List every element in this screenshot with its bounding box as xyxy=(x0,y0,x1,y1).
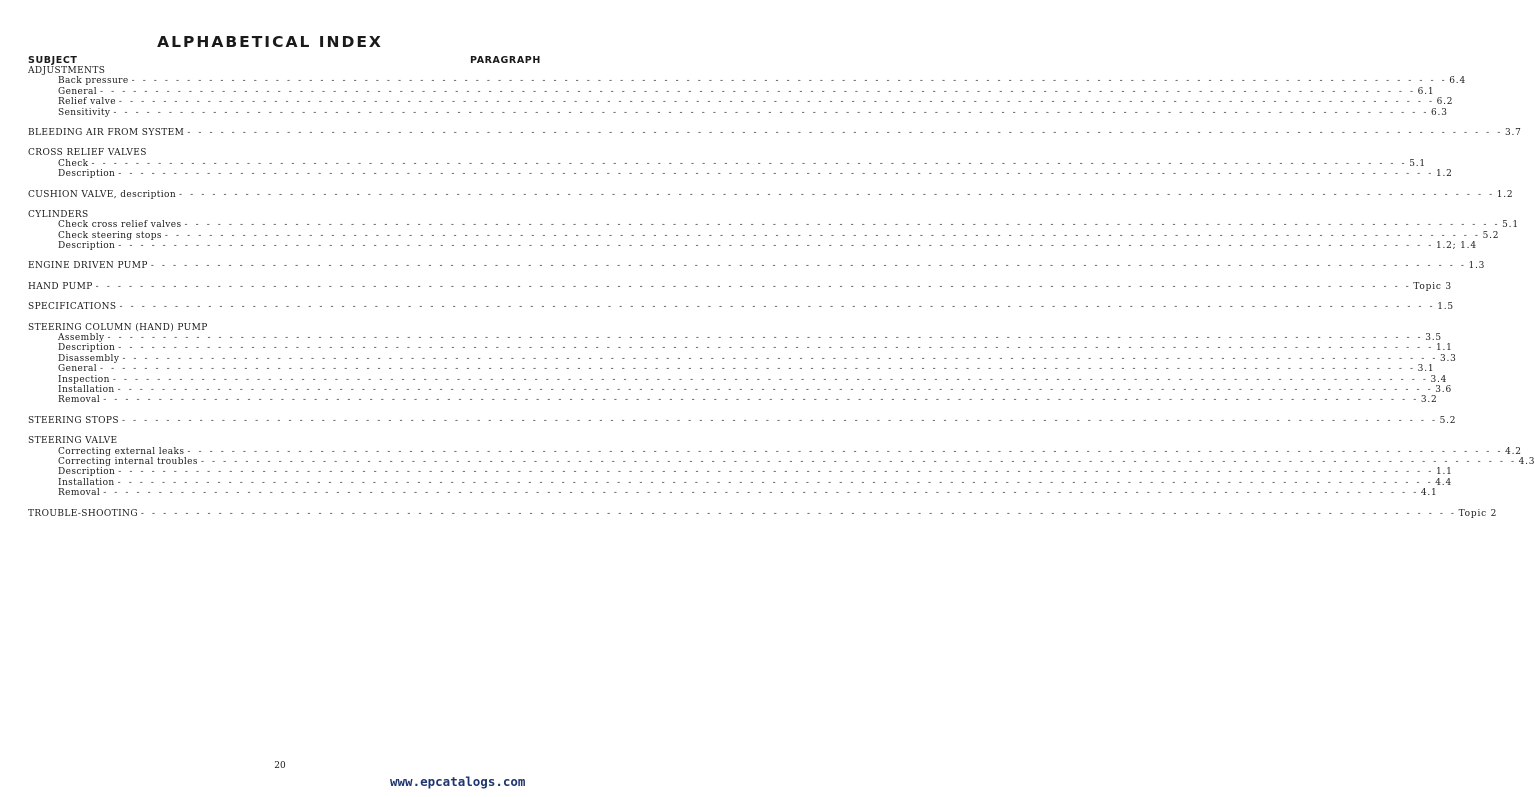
dot-leader: - - - - - - - - - - - - - - - - - - - - - - - - - - - - - - - - - - - - - - - - - - - - - - - - - - - - - - - - - - - - - - - - - - - - - - - - - - - - - - - - - - - - - - - - - - - - - - - - - - - - - - - - - - - - - - - - - - - - - - - xyxy=(118,467,1434,478)
dot-leader: - - - - - - - - - - - - - - - - - - - - - - - - - - - - - - - - - - - - - - - - - - - - - - - - - - - - - - - - - - - - - - - - - - - - - - - - - - - - - - - - - - - - - - - - - - - - - - - - - - - - - - - - - - - - - - - - - - - - - - - xyxy=(122,353,1438,364)
entry-label: CROSS RELIEF VALVES xyxy=(28,148,147,159)
entry-paragraph-ref: 5.2 xyxy=(1482,230,1500,241)
entry-paragraph-ref: 5.2 xyxy=(1439,415,1457,426)
entry-paragraph-ref: 1.1 xyxy=(1435,467,1453,478)
entry-paragraph-ref: 3.4 xyxy=(1430,374,1448,385)
index-group xyxy=(28,302,1454,313)
index-subentry xyxy=(28,230,1500,241)
subject-column-header: SUBJECT xyxy=(28,55,78,66)
page-number: 20 xyxy=(274,761,286,771)
entry-paragraph-ref: 6.3 xyxy=(1431,107,1448,118)
index-subentry xyxy=(28,446,1522,457)
dot-leader: - - - - - - - - - - - - - - - - - - - - - - - - - - - - - - - - - - - - - - - - - - - - - - - - - - - - - - - - - - - - - - - - - - - - - - - - - - - - - - - - - - - - - - - - - - - - - - - - - - - - - - - - - - - - - - - - - - - - - - - xyxy=(200,456,1517,467)
entry-label: Assembly xyxy=(58,333,105,344)
entry-label: CYLINDERS xyxy=(28,209,89,220)
entry-label: Inspection xyxy=(58,374,110,385)
index-entry xyxy=(28,148,532,158)
entry-paragraph-ref: 4.1 xyxy=(1420,488,1438,499)
index-entry xyxy=(28,261,1486,272)
dot-leader: - - - - - - - - - - - - - - - - - - - - - - - - - - - - - - - - - - - - - - - - - - - - - - - - - - - - - - - - - - - - - - - - - - - - - - - - - - - - - - - - - - - - - - - - - - - - - - - - - - - - - - - - - - - - - - - - - - - - - - - xyxy=(121,415,1438,426)
entry-paragraph-ref: 3.1 xyxy=(1417,364,1435,375)
entry-paragraph-ref: 3.2 xyxy=(1420,395,1438,406)
index-group xyxy=(28,209,1519,252)
index-group xyxy=(28,127,1522,138)
index-subentry xyxy=(28,86,1435,97)
paragraph-column-header: PARAGRAPH xyxy=(470,55,541,66)
entry-paragraph-ref: 1.2 xyxy=(1435,169,1453,180)
entry-paragraph-ref: 6.4 xyxy=(1449,76,1466,87)
entry-paragraph-ref: 1.1 xyxy=(1435,343,1453,354)
entry-paragraph-ref: 4.3 xyxy=(1518,456,1535,467)
entry-label: Correcting external leaks xyxy=(58,446,185,457)
index-entry xyxy=(28,127,1522,138)
entry-label: Check xyxy=(58,158,89,169)
dot-leader: - - - - - - - - - - - - - - - - - - - - - - - - - - - - - - - - - - - - - - - - - - - - - - - - - - - - - - - - - - - - - - - - - - - - - - - - - - - - - - - - - - - - - - - - - - - - - - - - - - - - - - - - - - - - - - - - - - - - - - - xyxy=(112,374,1429,385)
dot-leader: - - - - - - - - - - - - - - - - - - - - - - - - - - - - - - - - - - - - - - - - - - - - - - - - - - - - - - - - - - - - - - - - - - - - - - - - - - - - - - - - - - - - - - - - - - - - - - - - - - - - - - - - - - - - - - - - - - - - - - - xyxy=(187,127,1503,138)
entry-label: Check cross relief valves xyxy=(58,220,182,231)
entry-paragraph-ref: 3.3 xyxy=(1439,353,1457,364)
dot-leader: - - - - - - - - - - - - - - - - - - - - - - - - - - - - - - - - - - - - - - - - - - - - - - - - - - - - - - - - - - - - - - - - - - - - - - - - - - - - - - - - - - - - - - - - - - - - - - - - - - - - - - - - - - - - - - - - - - - - - - - xyxy=(117,384,1434,395)
index-group xyxy=(28,322,1457,406)
entry-label: Check steering stops xyxy=(58,230,162,241)
entry-paragraph-ref: 5.1 xyxy=(1502,220,1519,231)
entry-label: General xyxy=(58,364,97,375)
dot-leader: - - - - - - - - - - - - - - - - - - - - - - - - - - - - - - - - - - - - - - - - - - - - - - - - - - - - - - - - - - - - - - - - - - - - - - - - - - - - - - - - - - - - - - - - - - - - - - - - - - - - - - - - - - - - - - - - - - - - - - - xyxy=(91,158,1408,169)
index-group xyxy=(28,436,1535,499)
dot-leader: - - - - - - - - - - - - - - - - - - - - - - - - - - - - - - - - - - - - - - - - - - - - - - - - - - - - - - - - - - - - - - - - - - - - - - - - - - - - - - - - - - - - - - - - - - - - - - - - - - - - - - - - - - - - - - - - - - - - - - - xyxy=(100,86,1416,97)
index-subentry xyxy=(28,477,1452,488)
entry-label: HAND PUMP xyxy=(28,281,93,292)
index-subentry xyxy=(28,488,1438,499)
entry-paragraph-ref: 4.2 xyxy=(1505,446,1522,457)
entry-paragraph-ref: 3.6 xyxy=(1435,384,1452,395)
entry-label: Disassembly xyxy=(58,353,120,364)
index-entry xyxy=(28,323,532,333)
entry-paragraph-ref: 6.2 xyxy=(1436,97,1454,108)
entry-label: BLEEDING AIR FROM SYSTEM xyxy=(28,127,185,138)
dot-leader: - - - - - - - - - - - - - - - - - - - - - - - - - - - - - - - - - - - - - - - - - - - - - - - - - - - - - - - - - - - - - - - - - - - - - - - - - - - - - - - - - - - - - - - - - - - - - - - - - - - - - - - - - - - - - - - - - - - - - - - xyxy=(119,302,1436,313)
index-subentry xyxy=(28,333,1442,344)
dot-leader: - - - - - - - - - - - - - - - - - - - - - - - - - - - - - - - - - - - - - - - - - - - - - - - - - - - - - - - - - - - - - - - - - - - - - - - - - - - - - - - - - - - - - - - - - - - - - - - - - - - - - - - - - - - - - - - - - - - - - - - xyxy=(150,261,1467,272)
entry-label: Relief valve xyxy=(58,97,116,108)
entry-label: ADJUSTMENTS xyxy=(28,66,106,76)
entry-label: Sensitivity xyxy=(58,107,111,118)
index-subentry xyxy=(28,364,1435,375)
index-subentry xyxy=(28,384,1452,395)
index-group xyxy=(28,66,1466,118)
entry-label: Description xyxy=(58,169,116,180)
dot-leader: - - - - - - - - - - - - - - - - - - - - - - - - - - - - - - - - - - - - - - - - - - - - - - - - - - - - - - - - - - - - - - - - - - - - - - - - - - - - - - - - - - - - - - - - - - - - - - - - - - - - - - - - - - - - - - - - - - - - - - - xyxy=(118,241,1434,252)
index-entry xyxy=(28,210,532,220)
entry-label: Removal xyxy=(58,488,101,499)
entry-label: Installation xyxy=(58,477,115,488)
dot-leader: - - - - - - - - - - - - - - - - - - - - - - - - - - - - - - - - - - - - - - - - - - - - - - - - - - - - - - - - - - - - - - - - - - - - - - - - - - - - - - - - - - - - - - - - - - - - - - - - - - - - - - - - - - - - - - - - - - - - - - - xyxy=(103,488,1419,499)
index-subentry xyxy=(28,467,1453,478)
index-group xyxy=(28,281,1452,292)
dot-leader: - - - - - - - - - - - - - - - - - - - - - - - - - - - - - - - - - - - - - - - - - - - - - - - - - - - - - - - - - - - - - - - - - - - - - - - - - - - - - - - - - - - - - - - - - - - - - - - - - - - - - - - - - - - - - - - - - - - - - - - xyxy=(187,446,1504,457)
index-subentry xyxy=(28,97,1454,108)
index-entry xyxy=(28,508,1498,519)
dot-leader: - - - - - - - - - - - - - - - - - - - - - - - - - - - - - - - - - - - - - - - - - - - - - - - - - - - - - - - - - - - - - - - - - - - - - - - - - - - - - - - - - - - - - - - - - - - - - - - - - - - - - - - - - - - - - - - - - - - - - - - xyxy=(131,76,1448,87)
entry-paragraph-ref: 6.1 xyxy=(1417,86,1435,97)
dot-leader: - - - - - - - - - - - - - - - - - - - - - - - - - - - - - - - - - - - - - - - - - - - - - - - - - - - - - - - - - - - - - - - - - - - - - - - - - - - - - - - - - - - - - - - - - - - - - - - - - - - - - - - - - - - - - - - - - - - - - - - xyxy=(118,97,1435,108)
dot-leader: - - - - - - - - - - - - - - - - - - - - - - - - - - - - - - - - - - - - - - - - - - - - - - - - - - - - - - - - - - - - - - - - - - - - - - - - - - - - - - - - - - - - - - - - - - - - - - - - - - - - - - - - - - - - - - - - - - - - - - - xyxy=(117,477,1434,488)
index-subentry xyxy=(28,169,1453,180)
index-subentry xyxy=(28,241,1477,252)
entry-paragraph-ref: Topic 2 xyxy=(1458,508,1498,519)
dot-leader: - - - - - - - - - - - - - - - - - - - - - - - - - - - - - - - - - - - - - - - - - - - - - - - - - - - - - - - - - - - - - - - - - - - - - - - - - - - - - - - - - - - - - - - - - - - - - - - - - - - - - - - - - - - - - - - - - - - - - - - xyxy=(140,508,1457,519)
index-group xyxy=(28,148,1453,180)
page-title: ALPHABETICAL INDEX xyxy=(157,33,383,51)
dot-leader: - - - - - - - - - - - - - - - - - - - - - - - - - - - - - - - - - - - - - - - - - - - - - - - - - - - - - - - - - - - - - - - - - - - - - - - - - - - - - - - - - - - - - - - - - - - - - - - - - - - - - - - - - - - - - - - - - - - - - - - xyxy=(103,395,1419,406)
index-subentry xyxy=(28,395,1438,406)
index-entry xyxy=(28,436,532,446)
dot-leader: - - - - - - - - - - - - - - - - - - - - - - - - - - - - - - - - - - - - - - - - - - - - - - - - - - - - - - - - - - - - - - - - - - - - - - - - - - - - - - - - - - - - - - - - - - - - - - - - - - - - - - - - - - - - - - - - - - - - - - - xyxy=(107,333,1424,344)
index-subentry xyxy=(28,353,1457,364)
index-subentry xyxy=(28,220,1519,231)
dot-leader: - - - - - - - - - - - - - - - - - - - - - - - - - - - - - - - - - - - - - - - - - - - - - - - - - - - - - - - - - - - - - - - - - - - - - - - - - - - - - - - - - - - - - - - - - - - - - - - - - - - - - - - - - - - - - - - - - - - - - - - xyxy=(184,220,1501,231)
entry-label: Description xyxy=(58,467,116,478)
index-subentry xyxy=(28,76,1466,87)
entry-label: STEERING COLUMN (HAND) PUMP xyxy=(28,322,208,333)
index-entry xyxy=(28,302,1454,313)
entry-label: Correcting internal troubles xyxy=(58,456,198,467)
entry-label: TROUBLE-SHOOTING xyxy=(28,508,138,519)
entry-label: Description xyxy=(58,241,116,252)
entry-paragraph-ref: 1.5 xyxy=(1437,302,1454,313)
index-entry xyxy=(28,415,1457,426)
entry-paragraph-ref: 1.2; 1.4 xyxy=(1435,241,1477,252)
dot-leader: - - - - - - - - - - - - - - - - - - - - - - - - - - - - - - - - - - - - - - - - - - - - - - - - - - - - - - - - - - - - - - - - - - - - - - - - - - - - - - - - - - - - - - - - - - - - - - - - - - - - - - - - - - - - - - - - - - - - - - - xyxy=(118,343,1434,354)
entry-label: ENGINE DRIVEN PUMP xyxy=(28,261,148,272)
index-subentry xyxy=(28,107,1448,118)
index-entry xyxy=(28,189,1514,200)
entry-paragraph-ref: Topic 3 xyxy=(1413,281,1452,292)
entry-paragraph-ref: 4.4 xyxy=(1435,477,1452,488)
index-subentry xyxy=(28,456,1535,467)
entry-label: Description xyxy=(58,343,116,354)
dot-leader: - - - - - - - - - - - - - - - - - - - - - - - - - - - - - - - - - - - - - - - - - - - - - - - - - - - - - - - - - - - - - - - - - - - - - - - - - - - - - - - - - - - - - - - - - - - - - - - - - - - - - - - - - - - - - - - - - - - - - - - xyxy=(179,189,1495,200)
index-group xyxy=(28,261,1486,272)
dot-leader: - - - - - - - - - - - - - - - - - - - - - - - - - - - - - - - - - - - - - - - - - - - - - - - - - - - - - - - - - - - - - - - - - - - - - - - - - - - - - - - - - - - - - - - - - - - - - - - - - - - - - - - - - - - - - - - - - - - - - - - xyxy=(113,107,1430,118)
index-list xyxy=(28,66,1535,529)
index-entry xyxy=(28,281,1452,292)
entry-label: STEERING VALVE xyxy=(28,436,118,447)
entry-label: SPECIFICATIONS xyxy=(28,302,117,313)
index-group xyxy=(28,189,1514,200)
index-group xyxy=(28,415,1457,426)
index-subentry xyxy=(28,343,1453,354)
index-group xyxy=(28,508,1498,519)
dot-leader: - - - - - - - - - - - - - - - - - - - - - - - - - - - - - - - - - - - - - - - - - - - - - - - - - - - - - - - - - - - - - - - - - - - - - - - - - - - - - - - - - - - - - - - - - - - - - - - - - - - - - - - - - - - - - - - - - - - - - - - xyxy=(164,230,1481,241)
entry-label: Installation xyxy=(58,384,115,395)
entry-label: STEERING STOPS xyxy=(28,415,119,426)
index-subentry xyxy=(28,374,1448,385)
dot-leader: - - - - - - - - - - - - - - - - - - - - - - - - - - - - - - - - - - - - - - - - - - - - - - - - - - - - - - - - - - - - - - - - - - - - - - - - - - - - - - - - - - - - - - - - - - - - - - - - - - - - - - - - - - - - - - - - - - - - - - - xyxy=(118,169,1434,180)
entry-label: Removal xyxy=(58,395,101,406)
index-entry xyxy=(28,66,532,76)
entry-paragraph-ref: 3.5 xyxy=(1425,333,1442,344)
dot-leader: - - - - - - - - - - - - - - - - - - - - - - - - - - - - - - - - - - - - - - - - - - - - - - - - - - - - - - - - - - - - - - - - - - - - - - - - - - - - - - - - - - - - - - - - - - - - - - - - - - - - - - - - - - - - - - - - - - - - - - - xyxy=(100,364,1416,375)
index-subentry xyxy=(28,158,1426,169)
entry-paragraph-ref: 5.1 xyxy=(1409,158,1426,169)
entry-paragraph-ref: 3.7 xyxy=(1504,127,1522,138)
entry-label: CUSHION VALVE, description xyxy=(28,189,177,200)
entry-paragraph-ref: 1.2 xyxy=(1496,189,1514,200)
entry-label: Back pressure xyxy=(58,76,129,87)
dot-leader: - - - - - - - - - - - - - - - - - - - - - - - - - - - - - - - - - - - - - - - - - - - - - - - - - - - - - - - - - - - - - - - - - - - - - - - - - - - - - - - - - - - - - - - - - - - - - - - - - - - - - - - - - - - - - - - - - - - - - - - xyxy=(95,281,1412,292)
entry-paragraph-ref: 1.3 xyxy=(1468,261,1486,272)
entry-label: General xyxy=(58,86,97,97)
watermark: www.epcatalogs.com xyxy=(390,774,526,789)
